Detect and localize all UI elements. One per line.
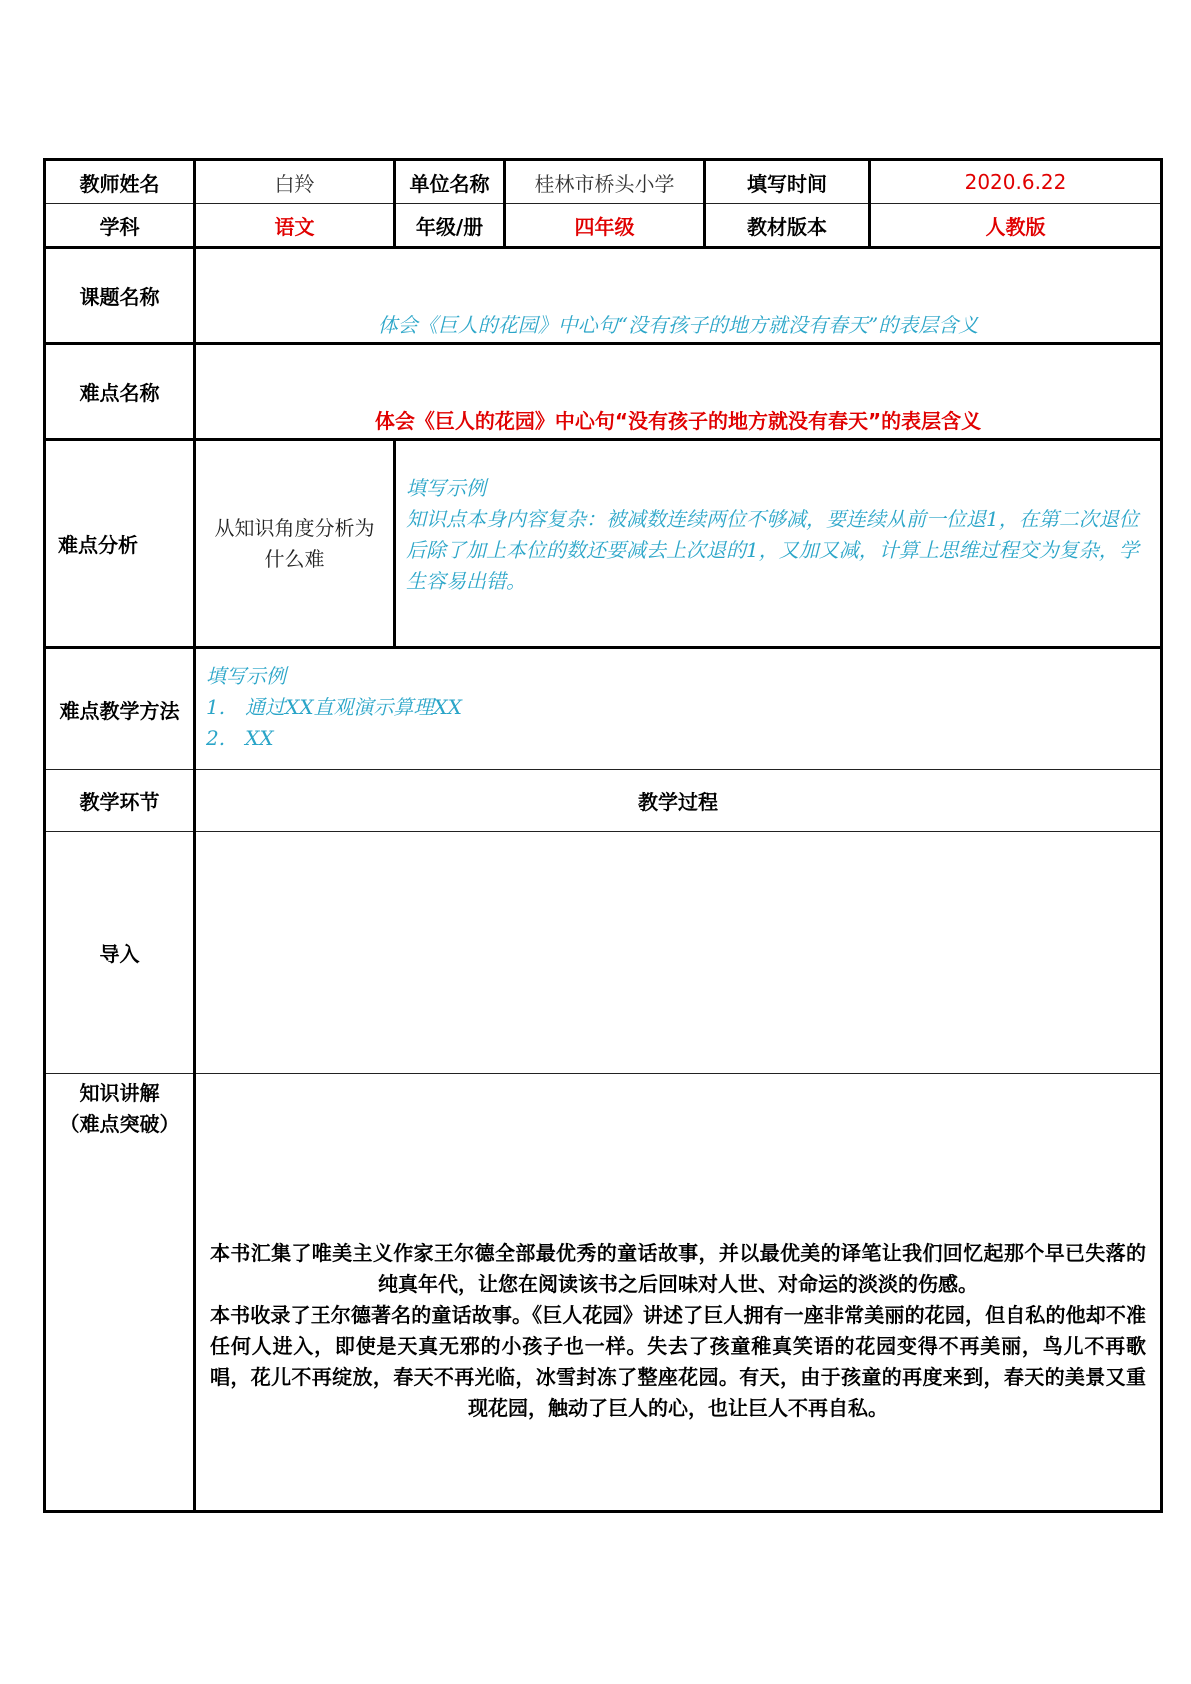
method-example-title: 填写示例 <box>206 664 286 688</box>
header-row-1 <box>45 160 1162 204</box>
knowledge-body <box>196 1238 1160 1424</box>
edition-label: 教材版本 <box>705 204 870 248</box>
intro-label: 导入 <box>45 832 195 1074</box>
teacher-label: 教师姓名 <box>45 160 195 204</box>
method-item-2: 2. XX <box>206 726 274 750</box>
difficulty-cell <box>195 344 1162 440</box>
knowledge-label-line2: （难点突破） <box>59 1112 180 1136</box>
stage-label: 教学环节 <box>45 770 195 832</box>
lesson-plan-table <box>43 158 1163 1513</box>
method-row <box>45 648 1162 770</box>
difficulty-value: 体会《巨人的花园》中心句“没有孩子的地方就没有春天”的表层含义 <box>374 409 982 433</box>
method-label: 难点教学方法 <box>45 648 195 770</box>
knowledge-label <box>45 1074 195 1512</box>
knowledge-paragraph-2: 本书收录了王尔德著名的童话故事。《巨人花园》讲述了巨人拥有一座非常美丽的花园，但自私的他却不准任何人进入，即使是天真无邪的小孩子也一样。失去了孩童稚真笑语的花园变得不再美丽，鸟儿不再歌唱，花儿不再绽放，春天不再光临，冰雪封冻了整座花园。有天，由于孩童的再度来到，春天的美景又重现花园，触动了巨人的心，也让巨人不再自私。 <box>210 1303 1146 1420</box>
topic-row <box>45 248 1162 344</box>
difficulty-row <box>45 344 1162 440</box>
teacher-value: 白羚 <box>195 160 395 204</box>
header-row-2 <box>45 204 1162 248</box>
topic-cell <box>195 248 1162 344</box>
analysis-row <box>45 440 1162 648</box>
subject-value: 语文 <box>195 204 395 248</box>
intro-content <box>195 832 1162 1074</box>
lesson-plan-form <box>43 158 1160 1513</box>
intro-row <box>45 832 1162 1074</box>
knowledge-paragraph-1: 本书汇集了唯美主义作家王尔德全部最优秀的童话故事，并以最优美的译笔让我们回忆起那个早已失落的纯真年代，让您在阅读该书之后回味对人世、对命运的淡淡的伤感。 <box>210 1241 1146 1296</box>
knowledge-label-line1: 知识讲解 <box>79 1081 160 1105</box>
analysis-label: 难点分析 <box>45 440 195 648</box>
analysis-sub-label: 从知识角度分析为什么难 <box>195 440 395 648</box>
topic-value: 体会《巨人的花园》中心句“没有孩子的地方就没有春天”的表层含义 <box>377 313 979 337</box>
grade-label: 年级/册 <box>395 204 505 248</box>
date-value: 2020.6.22 <box>870 160 1162 204</box>
topic-label: 课题名称 <box>45 248 195 344</box>
knowledge-row <box>45 1074 1162 1512</box>
edition-value: 人教版 <box>870 204 1162 248</box>
grade-value: 四年级 <box>505 204 705 248</box>
analysis-content <box>395 440 1162 648</box>
analysis-example-text: 知识点本身内容复杂：被减数连续两位不够减，要连续从前一位退1，在第二次退位后除了加上本位的数还要减去上次退的1，又加又减，计算上思维过程交为复杂，学生容易出错。 <box>406 507 1139 593</box>
analysis-example-title: 填写示例 <box>406 476 486 500</box>
process-label: 教学过程 <box>195 770 1162 832</box>
process-header-row <box>45 770 1162 832</box>
unit-label: 单位名称 <box>395 160 505 204</box>
difficulty-label: 难点名称 <box>45 344 195 440</box>
date-label: 填写时间 <box>705 160 870 204</box>
unit-value: 桂林市桥头小学 <box>505 160 705 204</box>
method-item-1: 1. 通过XX直观演示算理XX <box>206 695 463 719</box>
knowledge-content <box>195 1074 1162 1512</box>
method-content <box>195 648 1162 770</box>
subject-label: 学科 <box>45 204 195 248</box>
